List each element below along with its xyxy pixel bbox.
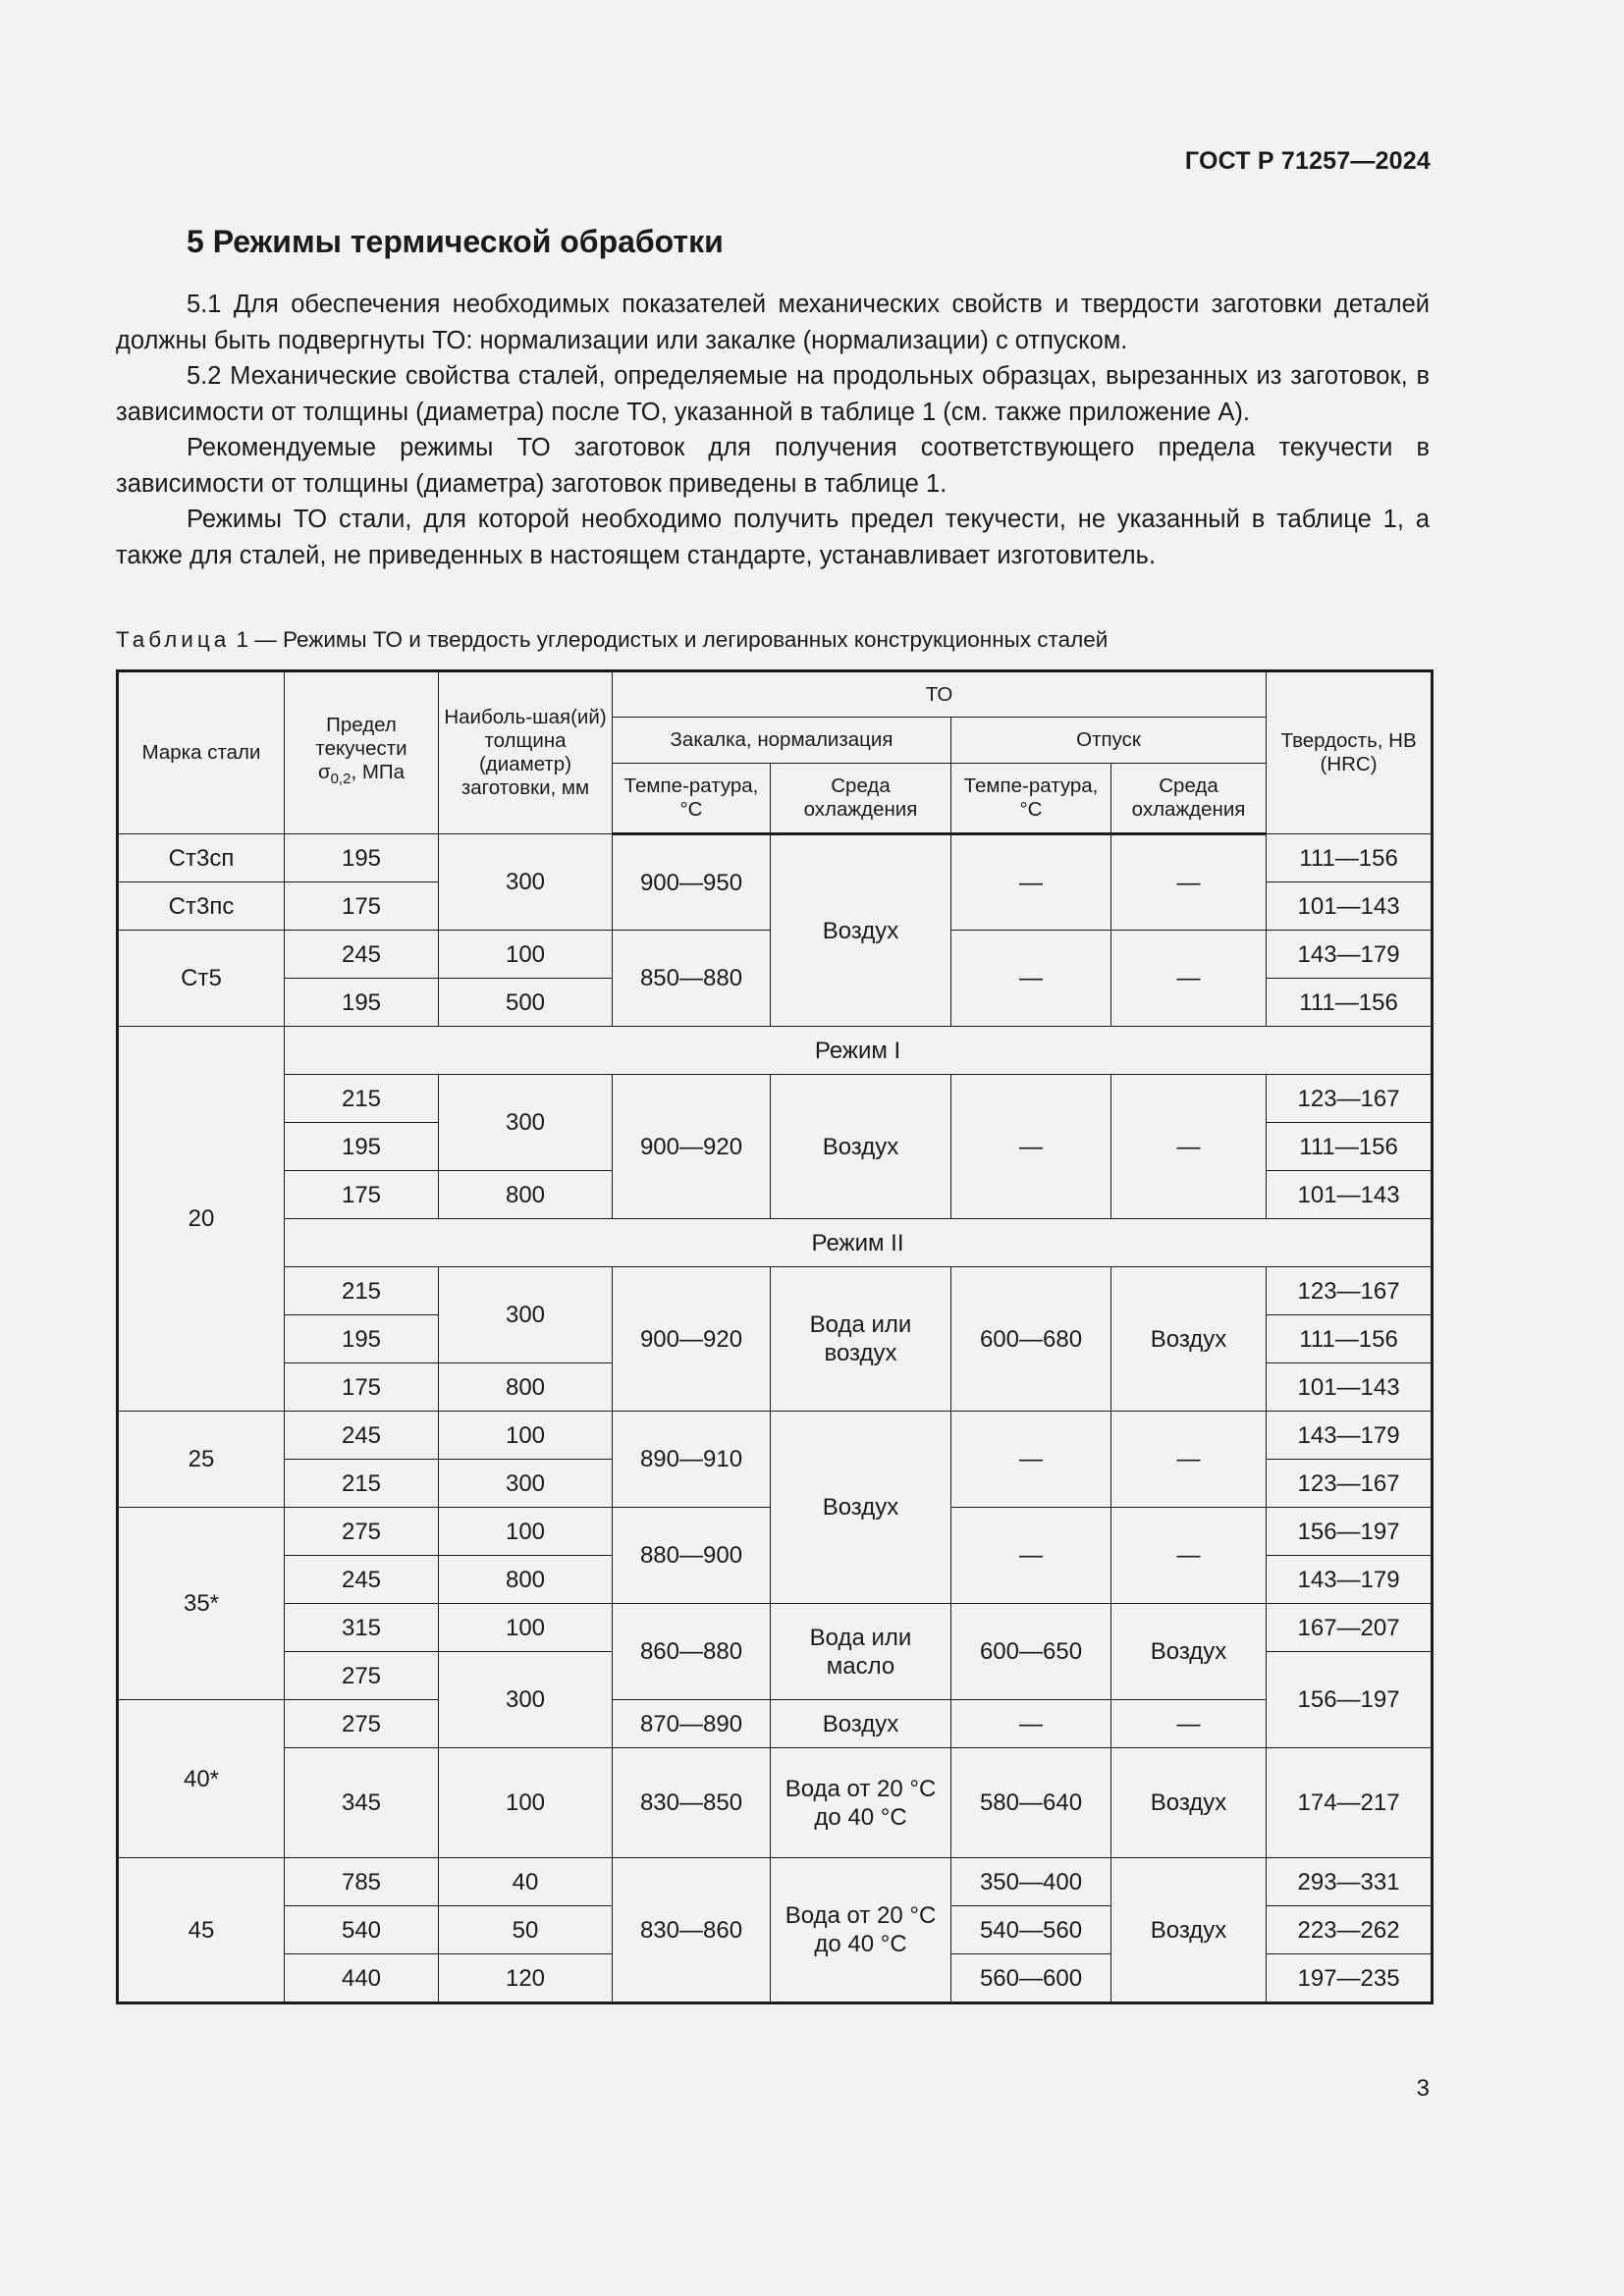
yield-cell: 175 — [285, 882, 439, 931]
header-hardness: Твердость, НВ (HRC) — [1267, 671, 1433, 834]
temper-temp-cell: 600—680 — [951, 1267, 1111, 1412]
yield-cell: 175 — [285, 1363, 439, 1412]
thickness-cell: 100 — [439, 1604, 613, 1652]
thickness-cell: 40 — [439, 1858, 613, 1906]
quench-medium-cell: Воздух — [771, 834, 951, 1027]
temper-medium-cell: — — [1111, 1508, 1267, 1604]
yield-cell: 440 — [285, 1954, 439, 2003]
header-yield-strength-unit: , МПа — [351, 761, 406, 784]
thickness-cell: 300 — [439, 1460, 613, 1508]
quench-medium-cell: Вода или воздух — [771, 1267, 951, 1412]
paragraph-5-1: 5.1 Для обеспечения необходимых показателей механических свойств и твердости заготовки деталей должны быть подвергнуты ТО: нормализации или закалке (нормализации) с отпуском. — [116, 291, 1430, 354]
hardness-cell: 123—167 — [1267, 1460, 1433, 1508]
thickness-cell: 800 — [439, 1171, 613, 1219]
quench-medium-cell: Воздух — [771, 1075, 951, 1219]
thickness-cell: 300 — [439, 1075, 613, 1171]
table-row — [118, 1412, 1433, 1460]
quench-medium-cell: Воздух — [771, 1700, 951, 1748]
hardness-cell: 101—143 — [1267, 882, 1433, 931]
table-caption-text: 1 — Режимы ТО и твердость углеродистых и легированных конструкционных сталей — [236, 627, 1109, 652]
hardness-cell: 101—143 — [1267, 1171, 1433, 1219]
hardness-cell: 167—207 — [1267, 1604, 1433, 1652]
quench-temp-cell: 880—900 — [613, 1508, 771, 1604]
heat-treatment-table — [116, 669, 1434, 2004]
yield-cell: 215 — [285, 1267, 439, 1315]
quench-medium-cell: Воздух — [771, 1412, 951, 1604]
yield-cell: 275 — [285, 1652, 439, 1700]
header-yield-strength — [285, 671, 439, 834]
header-quench-temperature: Темпе-ратура, °С — [613, 764, 771, 834]
table-caption — [116, 627, 1108, 653]
header-max-thickness: Наиболь-шая(ий) толщина (диаметр) заготовки, мм — [439, 671, 613, 834]
header-temper: Отпуск — [951, 718, 1267, 764]
temper-medium-cell: — — [1111, 1700, 1267, 1748]
temper-temp-cell: — — [951, 1508, 1111, 1604]
table-caption-label: Таблица — [116, 627, 231, 652]
temper-temp-cell: — — [951, 1700, 1111, 1748]
thickness-cell: 100 — [439, 1748, 613, 1858]
grade-cell: Ст5 — [118, 931, 285, 1027]
yield-cell: 195 — [285, 979, 439, 1027]
thickness-cell: 50 — [439, 1906, 613, 1954]
paragraph-manufacturer: Режимы ТО стали, для которой необходимо получить предел текучести, не указанный в таблице 1, а также для сталей, не приведенных в настоящем стандарте, устанавливает изготовитель. — [116, 506, 1430, 569]
paragraph-recommended-modes: Рекомендуемые режимы ТО заготовок для получения соответствующего предела текучести в зависимости от толщины (диаметра) заготовок приведены в таблице 1. — [116, 434, 1430, 498]
header-temper-medium: Среда охлаждения — [1111, 764, 1267, 834]
quench-temp-cell: 860—880 — [613, 1604, 771, 1700]
thickness-cell: 300 — [439, 1267, 613, 1363]
thickness-cell: 800 — [439, 1556, 613, 1604]
yield-cell: 315 — [285, 1604, 439, 1652]
temper-medium-cell: Воздух — [1111, 1748, 1267, 1858]
hardness-cell: 223—262 — [1267, 1906, 1433, 1954]
thickness-cell: 800 — [439, 1363, 613, 1412]
temper-temp-cell: — — [951, 1075, 1111, 1219]
standard-code: ГОСТ Р 71257—2024 — [1184, 147, 1431, 175]
yield-cell: 195 — [285, 834, 439, 882]
quench-temp-cell: 890—910 — [613, 1412, 771, 1508]
grade-cell: 40* — [118, 1700, 285, 1858]
grade-cell: Ст3сп — [118, 834, 285, 882]
yield-cell: 175 — [285, 1171, 439, 1219]
hardness-cell: 156—197 — [1267, 1652, 1433, 1748]
yield-cell: 245 — [285, 1412, 439, 1460]
table-row — [118, 1075, 1433, 1123]
hardness-cell: 293—331 — [1267, 1858, 1433, 1906]
grade-cell: Ст3пс — [118, 882, 285, 931]
temper-temp-cell: 560—600 — [951, 1954, 1111, 2003]
quench-medium-cell: Вода от 20 °С до 40 °С — [771, 1858, 951, 2003]
hardness-cell: 143—179 — [1267, 931, 1433, 979]
header-to: ТО — [613, 671, 1267, 718]
quench-temp-cell: 900—920 — [613, 1267, 771, 1412]
yield-cell: 245 — [285, 1556, 439, 1604]
thickness-cell: 100 — [439, 1508, 613, 1556]
temper-temp-cell: 600—650 — [951, 1604, 1111, 1700]
thickness-cell: 500 — [439, 979, 613, 1027]
header-yield-strength-label: Предел текучести — [315, 714, 407, 761]
table-row — [118, 1700, 1433, 1748]
mode-heading: Режим I — [285, 1027, 1433, 1075]
table-row — [118, 1027, 1433, 1075]
quench-temp-cell: 850—880 — [613, 931, 771, 1027]
page-number: 3 — [1416, 2075, 1430, 2102]
yield-cell: 195 — [285, 1123, 439, 1171]
temper-temp-cell: 350—400 — [951, 1858, 1111, 1906]
header-steel-grade: Марка стали — [118, 671, 285, 834]
body-text — [116, 287, 1430, 573]
header-yield-strength-symbol: σ — [317, 761, 331, 784]
table-row — [118, 1858, 1433, 1906]
yield-cell: 275 — [285, 1700, 439, 1748]
thickness-cell: 100 — [439, 931, 613, 979]
hardness-cell: 123—167 — [1267, 1267, 1433, 1315]
thickness-cell: 120 — [439, 1954, 613, 2003]
yield-cell: 245 — [285, 931, 439, 979]
yield-cell: 215 — [285, 1460, 439, 1508]
grade-cell: 45 — [118, 1858, 285, 2003]
hardness-cell: 111—156 — [1267, 979, 1433, 1027]
grade-cell: 35* — [118, 1508, 285, 1700]
paragraph-5-2: 5.2 Механические свойства сталей, определяемые на продольных образцах, вырезанных из заготовок, в зависимости от толщины (диаметра) после ТО, указанной в таблице 1 (см. также приложение А). — [116, 362, 1430, 426]
hardness-cell: 123—167 — [1267, 1075, 1433, 1123]
grade-cell: 25 — [118, 1412, 285, 1508]
quench-temp-cell: 830—850 — [613, 1748, 771, 1858]
hardness-cell: 143—179 — [1267, 1412, 1433, 1460]
yield-cell: 785 — [285, 1858, 439, 1906]
temper-temp-cell: — — [951, 834, 1111, 931]
temper-medium-cell: — — [1111, 834, 1267, 931]
yield-cell: 215 — [285, 1075, 439, 1123]
quench-medium-cell: Вода или масло — [771, 1604, 951, 1700]
header-quench-medium: Среда охлаждения — [771, 764, 951, 834]
hardness-cell: 111—156 — [1267, 1315, 1433, 1363]
section-title: 5 Режимы термической обработки — [187, 224, 724, 259]
temper-medium-cell: Воздух — [1111, 1604, 1267, 1700]
hardness-cell: 143—179 — [1267, 1556, 1433, 1604]
thickness-cell: 300 — [439, 1652, 613, 1748]
hardness-cell: 101—143 — [1267, 1363, 1433, 1412]
temper-temp-cell: 540—560 — [951, 1906, 1111, 1954]
hardness-cell: 197—235 — [1267, 1954, 1433, 2003]
header-temper-temperature: Темпе-ратура, °С — [951, 764, 1111, 834]
temper-medium-cell: — — [1111, 931, 1267, 1027]
yield-cell: 275 — [285, 1508, 439, 1556]
quench-temp-cell: 830—860 — [613, 1858, 771, 2003]
temper-temp-cell: — — [951, 931, 1111, 1027]
yield-cell: 540 — [285, 1906, 439, 1954]
hardness-cell: 174—217 — [1267, 1748, 1433, 1858]
table-row — [118, 1267, 1433, 1315]
hardness-cell: 111—156 — [1267, 834, 1433, 882]
quench-temp-cell: 900—920 — [613, 1075, 771, 1219]
thickness-cell: 100 — [439, 1412, 613, 1460]
table-row — [118, 1748, 1433, 1858]
quench-temp-cell: 900—950 — [613, 834, 771, 931]
temper-temp-cell: 580—640 — [951, 1748, 1111, 1858]
header-quench: Закалка, нормализация — [613, 718, 951, 764]
header-yield-strength-sub: 0,2 — [330, 771, 352, 788]
quench-medium-cell: Вода от 20 °С до 40 °С — [771, 1748, 951, 1858]
temper-medium-cell: Воздух — [1111, 1858, 1267, 2003]
table-row — [118, 1604, 1433, 1652]
table-row — [118, 1219, 1433, 1267]
temper-medium-cell: Воздух — [1111, 1267, 1267, 1412]
hardness-cell: 111—156 — [1267, 1123, 1433, 1171]
hardness-cell: 156—197 — [1267, 1508, 1433, 1556]
temper-medium-cell: — — [1111, 1412, 1267, 1508]
grade-cell: 20 — [118, 1027, 285, 1412]
yield-cell: 345 — [285, 1748, 439, 1858]
quench-temp-cell: 870—890 — [613, 1700, 771, 1748]
temper-medium-cell: — — [1111, 1075, 1267, 1219]
yield-cell: 195 — [285, 1315, 439, 1363]
temper-temp-cell: — — [951, 1412, 1111, 1508]
table-row — [118, 834, 1433, 882]
mode-heading: Режим II — [285, 1219, 1433, 1267]
thickness-cell: 300 — [439, 834, 613, 931]
